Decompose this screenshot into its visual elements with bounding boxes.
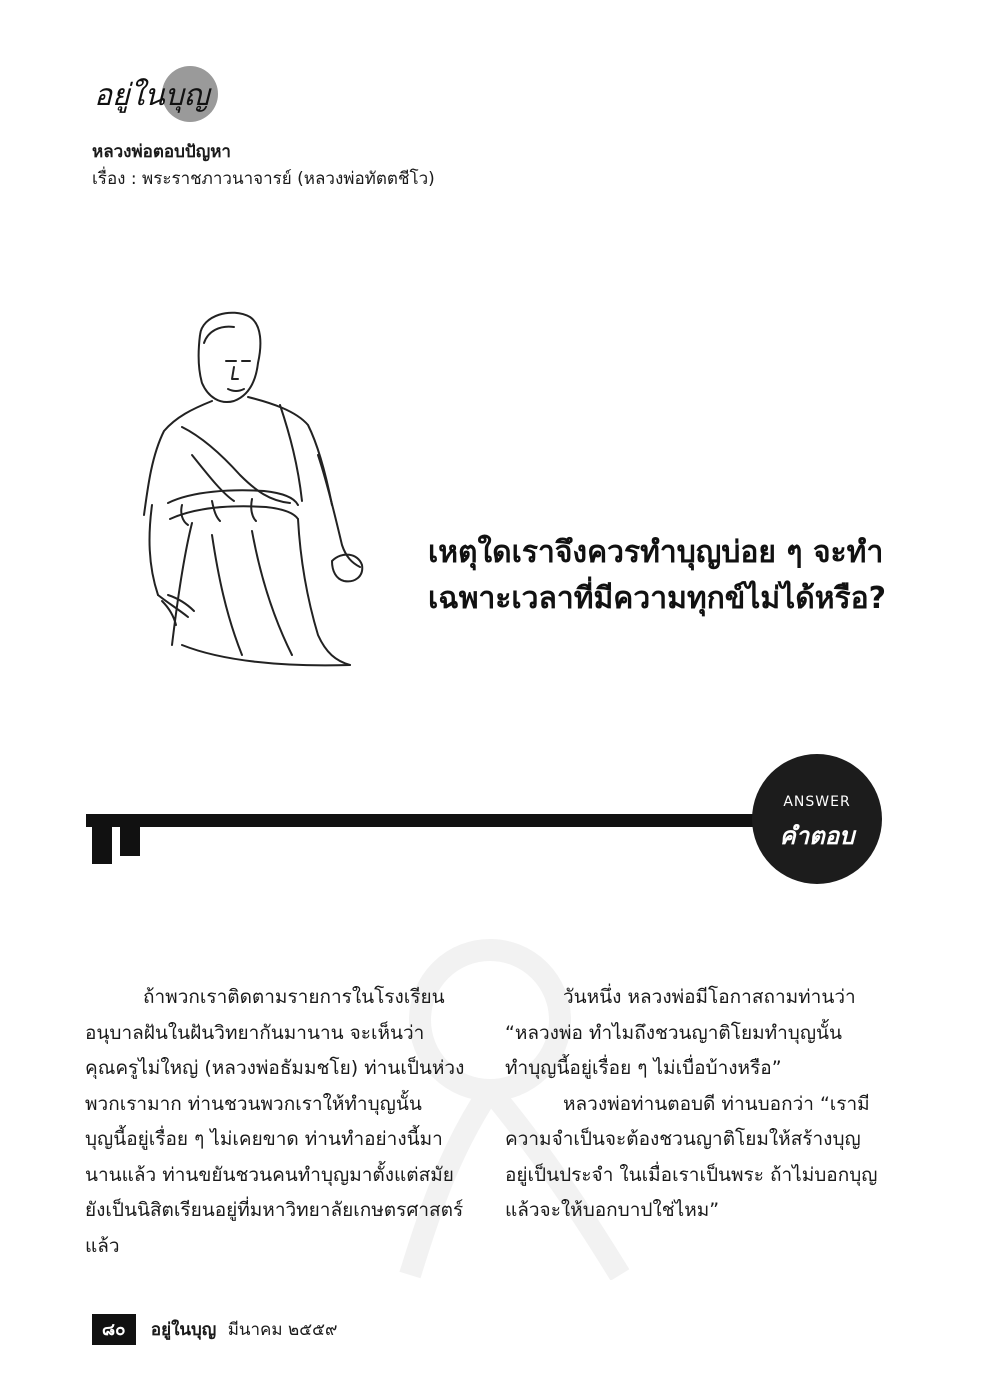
issue-date: มีนาคม ๒๕๕๙ [227, 1320, 338, 1340]
body-line: คุณครูไม่ใหญ่ (หลวงพ่อธัมมชโย) ท่านเป็นห่วง [85, 1057, 465, 1079]
body-line: ถ้าพวกเราติดตามรายการในโรงเรียน [143, 986, 445, 1008]
answer-badge-english: ANSWER [783, 794, 851, 810]
magazine-logo [92, 62, 232, 122]
body-line: “หลวงพ่อ ทำไมถึงชวนญาติโยมทำบุญนั้น [505, 1021, 843, 1044]
section-title: หลวงพ่อตอบปัญหา [92, 142, 231, 162]
logo-text: อยู่ในบุญ [94, 78, 210, 113]
body-line: ยังเป็นนิสิตเรียนอยู่ที่มหาวิทยาลัยเกษตรศาสตร์ [85, 1199, 464, 1221]
body-line: บุญนี้อยู่เรื่อย ๆ ไม่เคยขาด ท่านทำอย่างนี้มา [85, 1128, 443, 1150]
body-line: ทำบุญนี้อยู่เรื่อย ๆ ไม่เบื่อบ้างหรือ” [505, 1057, 782, 1079]
body-line: แล้ว [85, 1234, 120, 1257]
body-line: วันหนึ่ง หลวงพ่อมีโอกาสถามท่านว่า [563, 986, 856, 1008]
body-column-right [505, 980, 889, 1229]
question-line: เฉพาะเวลาที่มีความทุกข์ไม่ได้หรือ? [428, 581, 887, 616]
divider-tab [120, 826, 140, 856]
body-line: หลวงพ่อท่านตอบดี ท่านบอกว่า “เรามี [563, 1092, 870, 1115]
author-byline: เรื่อง : พระราชภาวนาจารย์ (หลวงพ่อทัตตชีโว) [92, 169, 435, 189]
publication-name: อยู่ในบุญ [150, 1320, 217, 1340]
answer-divider-bar [86, 814, 786, 827]
body-column-left [85, 980, 469, 1264]
question-line: เหตุใดเราจึงควรทำบุญบ่อย ๆ จะทำ [428, 535, 884, 570]
body-line: นานแล้ว ท่านขยันชวนคนทำบุญมาตั้งแต่สมัย [85, 1163, 454, 1186]
page-footer [92, 1314, 337, 1342]
body-line: ความจำเป็นจะต้องชวนญาติโยมให้สร้างบุญ [505, 1128, 861, 1150]
body-line: พวกเรามาก ท่านชวนพวกเราให้ทำบุญนั้น [85, 1092, 422, 1115]
body-line: อยู่เป็นประจำ ในเมื่อเราเป็นพระ ถ้าไม่บอกบุญ [505, 1163, 878, 1186]
answer-badge [752, 754, 882, 884]
body-line: อนุบาลฝันในฝันวิทยากันมานาน จะเห็นว่า [85, 1021, 425, 1044]
monk-sketch-illustration [122, 305, 372, 670]
divider-tab [92, 826, 112, 864]
body-line: แล้วจะให้บอกบาปใช่ไหม” [505, 1199, 720, 1221]
question-heading [428, 530, 908, 622]
page-number: ๘๐ [92, 1314, 136, 1345]
answer-badge-thai: คำตอบ [779, 822, 855, 850]
